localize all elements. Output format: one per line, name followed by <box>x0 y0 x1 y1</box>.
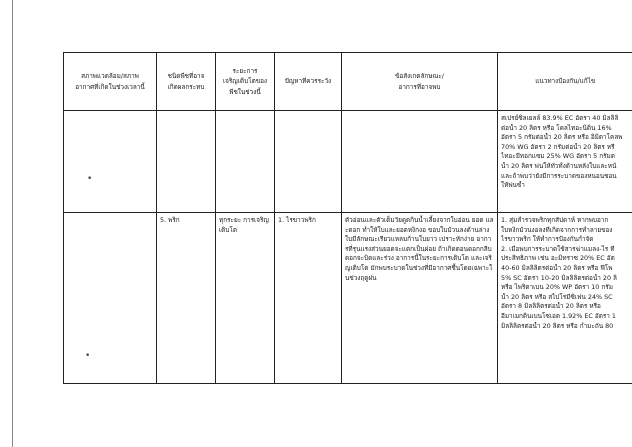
cell-stage: ทุกระยะ การเจริญเติบโต <box>216 213 275 384</box>
scan-speck: • <box>87 174 93 184</box>
cell-problem <box>275 111 342 213</box>
cell-stage <box>216 111 275 213</box>
cell-symptoms <box>342 111 498 213</box>
cell-symptoms: ตัวอ่อนและตัวเต็มวัยดูดกินน้ำเลี้ยงจากใบอ่อน ยอด และดอก ทำให้ใบและยอดหงิกงอ ขอบใบม้วนลงด้านล่าง ใบมีลักษณะเรียวแหลมก้านใบยาว เปราะหักง่าย อาการที่รุนแรงส่วนยอดจะแตกเป็นฝอย ถ้าเกิดตอนดอกกลีบดอกจะบิดและร่วง อาการนี้ในระยะการเติบโต และเจริญเติบโต มักพบระบาดในช่วงที่มีอากาศชื้นโดยเฉพาะในช่วงฤดูฝน <box>342 213 498 384</box>
header-symptoms: ข้อสังเกตลักษณะ/ อาการที่อาจพบ <box>342 53 498 111</box>
cell-treatment: 1. สุ่มสำรวจพริกทุกสัปดาห์ หากพบอาก ใบหงิกม้วนงอลงที่เกิดจากการทำลายของ ไรขาวพริก ให้ทำการป้องกันกำจัด 2. เมื่อพบการระบาดใช้สารฆ่าแมลง-ไร ที่ ประสิทธิภาพ เช่น อะมิทราซ 20% EC อัต 40-60 มิลลิลิตรต่อน้ำ 20 ลิตร หรือ ฟีโพ 5% SC อัตรา 10-20 มิลลิลิตรต่อน้ำ 20 ลิ หรือ ไพริดาเบน 20% WP อัตรา 10 กรัม น้ำ 20 ลิตร หรือ สไปโรมีซิเฟน 24% SC อัตรา 8 มิลลิลิตรต่อน้ำ 20 ลิตร หรือ อีมาเมกตินเบนโซเอต 1.92% EC อัตรา 1 มิลลิลิตรต่อน้ำ 20 ลิตร หรือ กำมะถัน 80 <box>498 213 632 384</box>
header-problem: ปัญหาที่ควรระวัง <box>275 53 342 111</box>
cell-problem: 1. ไรขาวพริก <box>275 213 342 384</box>
pest-management-table <box>63 52 632 384</box>
scan-speck: • <box>85 351 91 361</box>
cell-environment <box>64 213 157 384</box>
cell-crop <box>157 111 216 213</box>
table-header-row <box>64 53 632 111</box>
cell-treatment: สเปรย์ซิลเยลล์ 83.9% EC อัตรา 40 มิลลิลิ ต่อน้ำ 20 ลิตร หรือ โคลไทอะนิดิน 16% อัตรา 5 กรัมต่อน้ำ 20 ลิตร หรือ อิมิดาโคลพ 70% WG อัตรา 2 กรัมต่อน้ำ 20 ลิตร หรื ไทอะมีทอกแซม 25% WG อัตรา 5 กรัมต น้ำ 20 ลิตร พ่นให้ทั่วทั้งด้านหลังใบและหน้ และถ้าพบว่ายังมีการระบาดของหนอนชอน ให้พ่นซ้ำ <box>498 111 632 213</box>
cell-crop: 5. พริก <box>157 213 216 384</box>
cell-environment <box>64 111 157 213</box>
table-row <box>64 213 632 384</box>
header-prevention: แนวทางป้องกัน/แก้ไข <box>498 53 632 111</box>
header-crop: ชนิดพืชที่อาจ เกิดผลกระทบ <box>157 53 216 111</box>
table-row <box>64 111 632 213</box>
header-environment: สภาพแวดล้อม/สภาพ อากาศที่เกิดในช่วงเวลานี้ <box>64 53 157 111</box>
header-growth-stage: ระยะการ เจริญเติบโตของ พืชในช่วงนี้ <box>216 53 275 111</box>
page-edge-line <box>12 0 13 447</box>
